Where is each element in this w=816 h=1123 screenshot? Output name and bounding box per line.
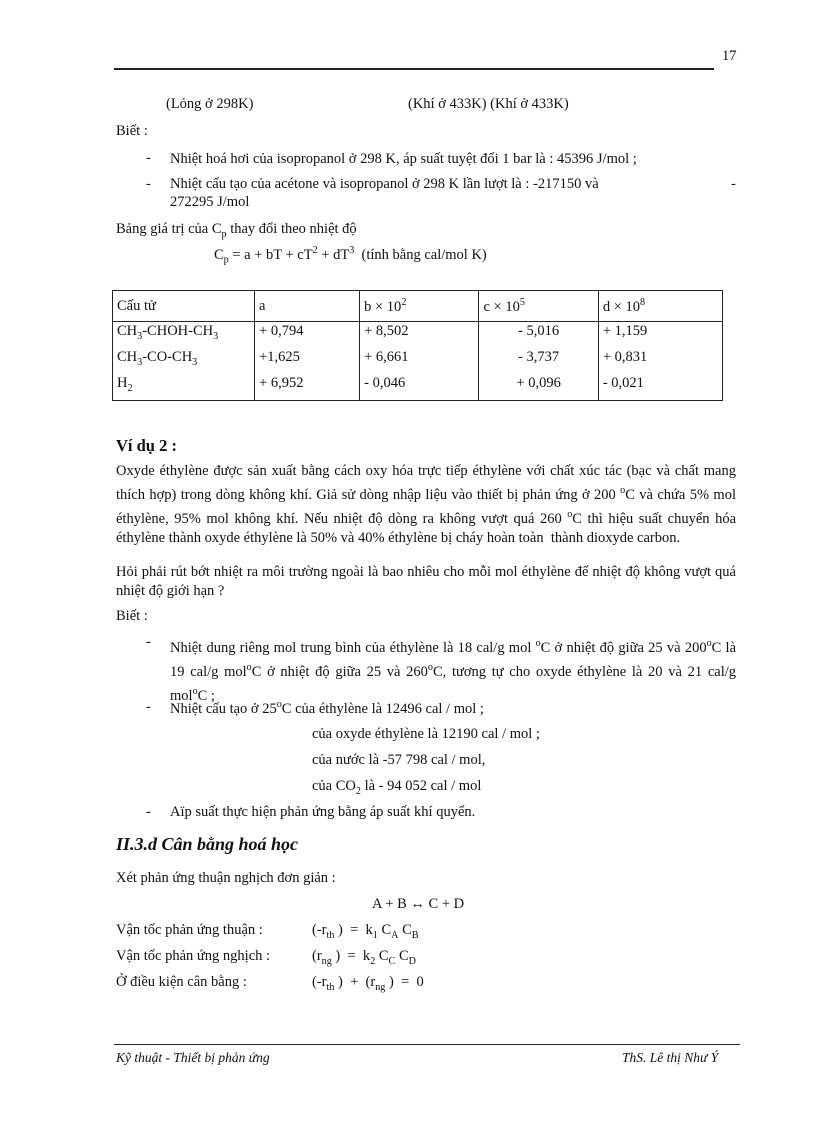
table-cell: - 5,016 bbox=[479, 322, 598, 349]
example-item-formation: Nhiệt cấu tạo ở 25$^o$C của éthylène là 12496 cal / mol ; bbox=[170, 699, 484, 717]
bullet-dash: - bbox=[146, 699, 151, 715]
table-cell-compound: $CH_3-CO-CH_3$ bbox=[113, 348, 255, 374]
table-cell-compound: $CH_3-CHOH-CH_3$ bbox=[113, 322, 255, 349]
example-title: Ví dụ 2 : bbox=[116, 436, 177, 455]
rate-forward-label: Vận tốc phản ứng thuận : bbox=[116, 922, 263, 938]
cp-intro: Bảng giá trị của $C_p$ thay đổi theo nhiệt độ bbox=[116, 221, 357, 240]
table-cell: - 3,737 bbox=[479, 348, 598, 374]
cp-coefficients-table bbox=[112, 290, 723, 401]
example-paragraph-2: Hỏi phải rút bớt nhiệt ra môi trường ngoài là bao nhiêu cho mỗi mol éthylène để nhiệt độ không vượt quá nhiệt độ giới hạn ? bbox=[116, 564, 736, 599]
state-label-gas: (Khí ở 433K) (Khí ở 433K) bbox=[408, 96, 569, 112]
example-paragraph-1: Oxyde éthylène được sản xuất bằng cách oxy hóa trực tiếp éthylène với chất xúc tác (bạc và chất mang thích hợp) trong dòng không khí. Giả sử dòng nhập liệu vào thiết bị phản ứng ở 200 $^o$C và chứa 5% mol éthylène, 95% mol không khí. Nếu nhiệt độ dòng ra không vượt quá 260 $^o$C thì hiệu suất chuyển hóa éthylène thành oxyde éthylène là 50% và 40% éthylène bị cháy hoàn toàn thành dioxyde carbon. bbox=[116, 463, 737, 546]
bullet-dash: - bbox=[146, 804, 151, 820]
bullet-dash: - bbox=[146, 176, 151, 192]
given-label: Biết : bbox=[116, 123, 148, 139]
rate-forward-formula: ($-r_{th}$ ) = $k_1$ $C_A$ $C_B$ bbox=[312, 922, 419, 941]
table-cell: + 6,952 bbox=[255, 374, 360, 401]
table-cell: + 0,831 bbox=[598, 348, 722, 374]
rate-reverse-formula: ($r_{ng}$ ) = $k_2$ $C_C$ $C_D$ bbox=[312, 948, 416, 967]
rate-reverse-label: Vận tốc phản ứng nghịch : bbox=[116, 948, 271, 964]
given-item-formation-cont: 272295 J/mol bbox=[170, 194, 250, 210]
reaction-equation: A + B ↔ C + D bbox=[372, 896, 465, 912]
table-header-cell: Cấu tử bbox=[113, 291, 255, 322]
example-item-pressure: Aïp suất thực hiện phản ứng bằng áp suất khí quyển. bbox=[170, 804, 476, 820]
header-rule bbox=[114, 68, 714, 70]
table-cell-compound: $H_2$ bbox=[113, 374, 255, 401]
table-header-cell: $d \times 10^8$ bbox=[598, 291, 722, 322]
table-cell: - 0,046 bbox=[360, 374, 479, 401]
example-item-heat-capacity: Nhiệt dung riêng mol trung bình của éthylène là 18 cal/g mol $^o$C ở nhiệt độ giữa 25 và 200$^o$C là 19 cal/g mol$^o$C ở nhiệt độ giữa 25 và 260$^o$C, tương tự cho oxyde éthylène là 20 và 21 cal/g mol$^o$C ; bbox=[170, 638, 737, 704]
table-header-row bbox=[113, 291, 723, 322]
cp-formula: $C_p = a$ + bT + $cT^2 + dT^3$ (tính bằng cal/mol K) bbox=[214, 245, 487, 266]
section-intro: Xét phản ứng thuận nghịch đơn giản : bbox=[116, 870, 336, 886]
bullet-dash: - bbox=[146, 150, 151, 166]
equilibrium-label: Ở điều kiện cân bằng : bbox=[116, 974, 247, 990]
table-row bbox=[113, 348, 723, 374]
bullet-dash: - bbox=[146, 634, 151, 650]
table-row bbox=[113, 374, 723, 401]
table-cell: +1,625 bbox=[255, 348, 360, 374]
table-cell: + 0,794 bbox=[255, 322, 360, 349]
given-item-vaporization: Nhiệt hoá hơi của isopropanol ở 298 K, áp suất tuyệt đối 1 bar là : 45396 J/mol ; bbox=[170, 151, 637, 167]
given-item-formation: Nhiệt cấu tạo của acétone và isopropanol ở 298 K lần lượt là : -217150 và bbox=[170, 176, 599, 192]
table-cell: + 6,661 bbox=[360, 348, 479, 374]
state-label-liquid: (Lỏng ở 298K) bbox=[166, 96, 254, 112]
table-row bbox=[113, 322, 723, 349]
table-cell: + 1,159 bbox=[598, 322, 722, 349]
table-header-cell: a bbox=[255, 291, 360, 322]
footer-author: ThS. Lê thị Như Ý bbox=[622, 1050, 719, 1065]
table-header-cell: $c \times 10^5$ bbox=[479, 291, 598, 322]
table-cell: + 0,096 bbox=[479, 374, 598, 401]
section-title: II.3.d Cân bằng hoá học bbox=[116, 834, 299, 854]
equilibrium-formula: ($-r_{th}$ ) + ($r_{ng}$ ) = 0 bbox=[312, 974, 424, 993]
formation-water: của nước là -57 798 cal / mol, bbox=[312, 752, 486, 768]
formation-co2: của $CO_2$ là - 94 052 cal / mol bbox=[312, 778, 482, 797]
given-item-formation-sign: - bbox=[731, 176, 736, 192]
page-number: 17 bbox=[722, 48, 737, 64]
table-cell: + 8,502 bbox=[360, 322, 479, 349]
cp-formula-units: (tính bằng cal/mol K) bbox=[361, 246, 487, 263]
formation-oxyde: của oxyde éthylène là 12190 cal / mol ; bbox=[312, 726, 540, 742]
table-cell: - 0,021 bbox=[598, 374, 722, 401]
footer-course: Kỹ thuật - Thiết bị phản ứng bbox=[116, 1050, 270, 1065]
footer-rule bbox=[114, 1044, 740, 1045]
example-given-label: Biết : bbox=[116, 608, 148, 624]
table-header-cell: $b \times 10^2$ bbox=[360, 291, 479, 322]
